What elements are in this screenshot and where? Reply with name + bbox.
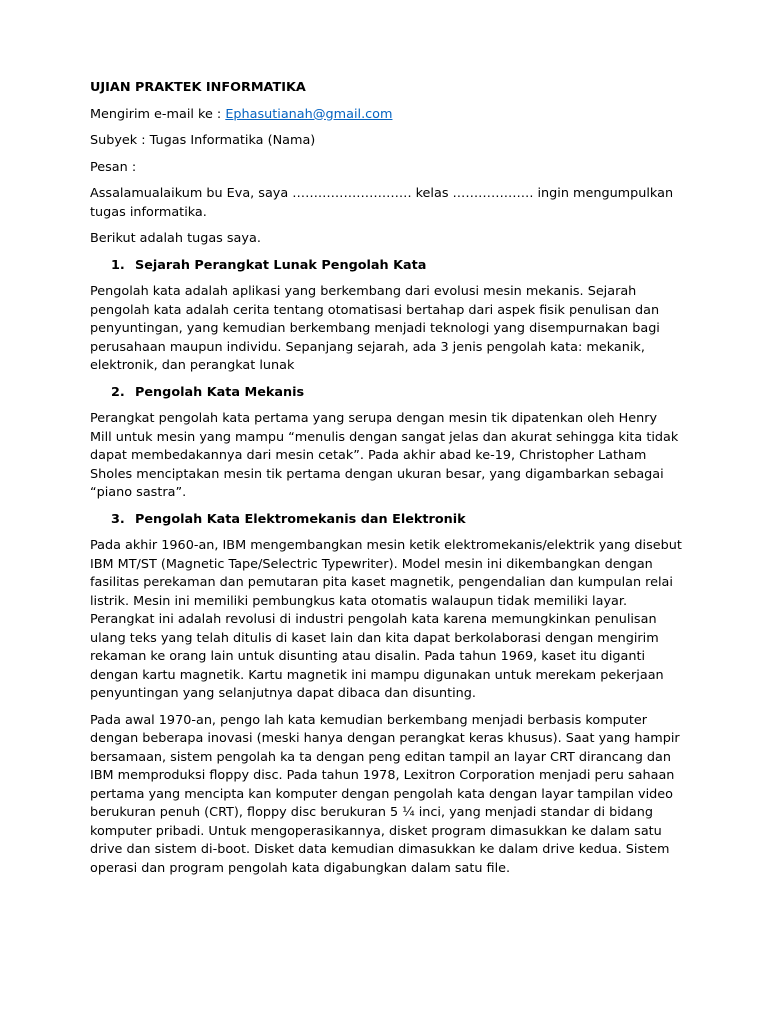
greeting-paragraph: Assalamualaikum bu Eva, saya ………………………. kelas ………………. ingin mengumpulkan tugas informatika.: [90, 186, 674, 220]
section-paragraph: Perangkat pengolah kata pertama yang serupa dengan mesin tik dipatenkan oleh Henry Mill untuk mesin yang mampu “menulis dengan sangat jelas dan akurat sehingga kita tidak dapat membedakannya dari mesin cetak”. Pada akhir abad ke-19, Christopher Latham Sholes menciptakan mesin tik pertama dengan ukuran besar, yang digambarkan sebagai “piano sastra”.: [90, 411, 679, 500]
section-title: Sejarah Perangkat Lunak Pengolah Kata: [135, 257, 427, 273]
section-paragraph: Pada akhir 1960-an, IBM mengembangkan mesin ketik elektromekanis/elektrik yang disebut IBM MT/ST (Magnetic Tape/Selectric Typewriter). Model mesin ini dikembangkan dengan fasilitas perekaman dan pemutaran pita kaset magnetik, pengendalian dan kumpulan relai listrik. Mesin ini memiliki pembungkus kata otomatis walaupun tidak memiliki layar. Perangkat ini adalah revolusi di industri pengolah kata karena memungkinkan penulisan ulang teks yang telah ditulis di kaset lain dan kita dapat berkolaborasi dengan mengirim rekaman ke orang lain untuk disunting atau disalin. Pada tahun 1969, kaset itu diganti dengan kartu magnetik. Kartu magnetik ini mampu digunakan untuk merekam pekerjaan penyuntingan yang selanjutnya dapat dibaca dan disunting.: [90, 538, 682, 701]
subject-line: Subyek : Tugas Informatika (Nama): [90, 133, 316, 148]
message-label: Pesan :: [90, 159, 137, 175]
section-title: Pengolah Kata Mekanis: [135, 384, 305, 400]
document-body: [90, 79, 682, 886]
section-number: 1.: [111, 257, 125, 273]
section-heading-2: [90, 384, 682, 403]
document-title: UJIAN PRAKTEK INFORMATIKA: [90, 80, 306, 95]
section-paragraph: Pengolah kata adalah aplikasi yang berkembang dari evolusi mesin mekanis. Sejarah pengolah kata adalah cerita tentang otomatisasi bertahap dari aspek fisik penulisan dan penyuntingan, yang kemudian berkembang menjadi teknologi yang disempurnakan bagi perusahaan maupun individu. Sepanjang sejarah, ada 3 jenis pengolah kata: mekanik, elektronik, dan perangkat lunak: [90, 284, 660, 373]
section-title: Pengolah Kata Elektromekanis dan Elektronik: [135, 511, 466, 527]
section-paragraph: Pada awal 1970-an, pengo lah kata kemudian berkembang menjadi berbasis komputer dengan beberapa inovasi (meski hanya dengan perangkat keras khusus). Saat yang hampir bersamaan, sistem pengolah ka ta dengan peng editan tampil an layar CRT dirancang dan IBM memproduksi floppy disc. Pada tahun 1978, Lexitron Corporation menjadi peru sahaan pertama yang mencipta kan komputer dengan pengolah kata dengan layar tampilan video berukuran penuh (CRT), floppy disc berukuran 5 ¼ inci, yang menjadi standar di bidang komputer pribadi. Untuk mengoperasikannya, disket program dimasukkan ke dalam satu drive dan sistem di-boot. Disket data kemudian dimasukkan ke dalam drive kedua. Sistem operasi dan program pengolah kata digabungkan dalam satu file.: [90, 712, 680, 876]
recipient-email-link[interactable]: Ephasutianah@gmail.com: [225, 106, 393, 122]
section-heading-3: [90, 511, 682, 530]
recipient-label: Mengirim e-mail ke :: [90, 106, 226, 122]
recipient-line: [90, 106, 682, 125]
section-heading-1: [90, 257, 682, 276]
intro-paragraph: Berikut adalah tugas saya.: [90, 231, 261, 246]
section-number: 3.: [111, 511, 125, 527]
section-number: 2.: [111, 384, 125, 400]
